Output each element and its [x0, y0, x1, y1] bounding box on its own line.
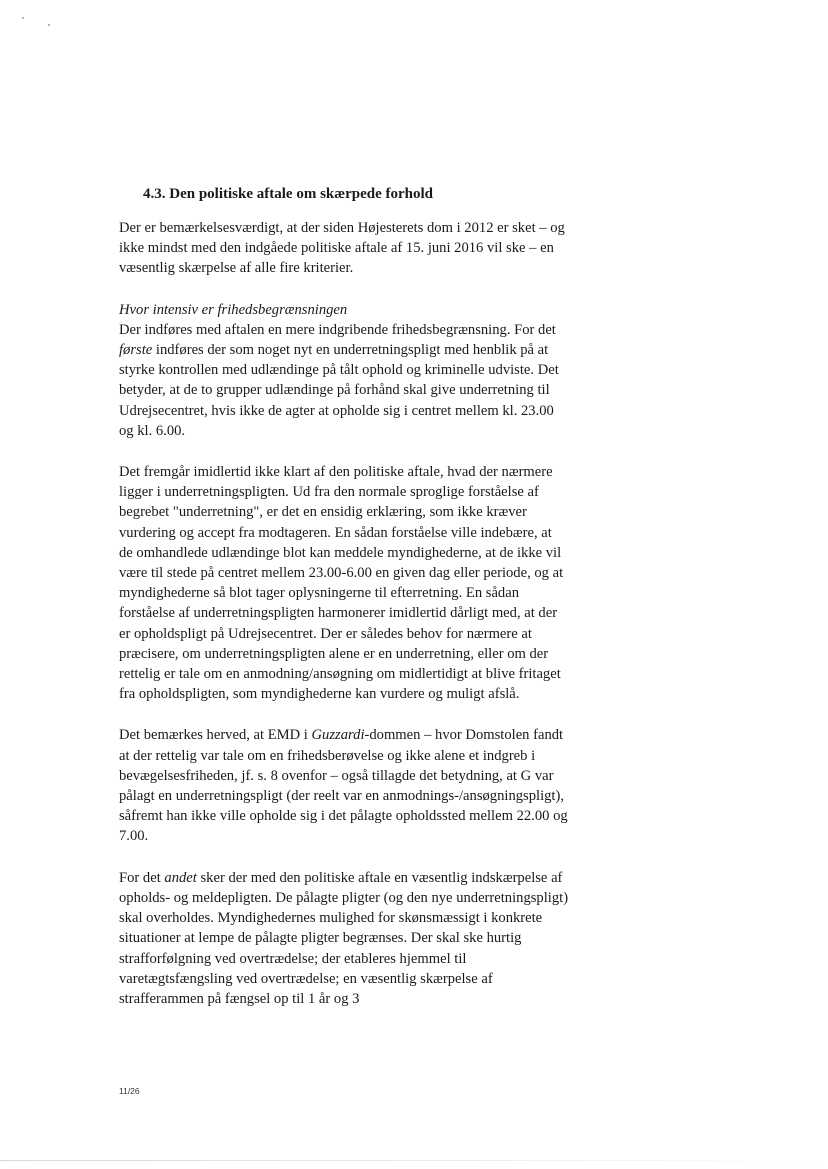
paragraph-andet — [119, 868, 569, 1009]
paragraph-text: For det — [119, 869, 165, 886]
emphasis-text: første — [119, 342, 153, 359]
page-number: 11/26 — [119, 1086, 140, 1096]
paragraph-text: indføres der som noget nyt en underretningspligt med henblik på at styrke kontrollen med udlændinge på tålt ophold og kriminelle udviste. Det betyder, at de to grupper udlændinge på forhånd skal give underretning til Udrejsecentret, hvis ikke de agter at opholde sig i centret mellem kl. 23.00 og kl. 6.00. — [119, 342, 559, 439]
paragraph-text: sker der med den politiske aftale en væsentlig indskærpelse af opholds- og meldepligten. De pålagte pligter (og den nye underretningspligt) skal overholdes. Myndighedernes mulighed for skønsmæssigt i konkrete situationer at lempe de pålagte pligter begrænses. Der skal ske hurtig strafforfølgning ved overtrædelse; der etableres hjemmel til varetægtsfængsling ved overtrædelse; en væsentlig skærpelse af strafferammen på fængsel op til 1 år og 3 — [119, 869, 569, 1007]
page-content — [119, 184, 569, 1030]
paragraph-underretning: Det fremgår imidlertid ikke klart af den politiske aftale, hvad der nærmere ligger i underretningspligten. Ud fra den normale sproglige forståelse af begrebet "underretning", er det en ensidig erklæring, som ikke kræver vurdering og accept fra modtageren. En sådan forståelse ville indebære, at de omhandlede udlændinge blot kan meddele myndighederne, at de ikke vil være til stede på centret mellem 23.00-6.00 en given dag eller periode, og at myndighederne så blot tager oplysningerne til efterretning. En sådan forståelse af underretningspligten harmonerer imidlertid dårligt med, at der er opholdspligt på Udrejsecentret. Der er således behov for nærmere at præcisere, om underretningspligten alene er en underretning, eller om der rettelig er tale om en anmodning/ansøgning om midlertidigt at blive fritaget fra opholdspligten, som myndighederne kan vurdere og muligt afslå. — [119, 464, 564, 703]
paragraph-intensity — [119, 300, 569, 441]
section-heading: 4.3. Den politiske aftale om skærpede forhold — [143, 186, 433, 202]
emphasis-text: andet — [164, 869, 197, 886]
emphasis-text: Guzzardi — [311, 727, 365, 744]
paragraph-guzzardi — [119, 725, 569, 846]
paragraph-text: -dommen – hvor Domstolen fandt at der rettelig var tale om en frihedsberøvelse og ikke alene et indgreb i bevægelsesfriheden, jf. s. 8 ovenfor – også tillagde det betydning, at G var pålagt en underretningspligt (der reelt var en anmodnings-/ansøgningspligt), såfremt han ikke ville opholde sig i det pålagte opholdssted mellem 22.00 og 7.00. — [119, 727, 568, 845]
scan-speck — [22, 17, 24, 19]
scan-speck — [48, 24, 50, 26]
subheading-intensity: Hvor intensiv er frihedsbegrænsningen — [119, 301, 348, 318]
paragraph-text: Der indføres med aftalen en mere indgribende frihedsbegrænsning. For det — [119, 321, 556, 338]
page-bottom-edge — [0, 1160, 828, 1161]
paragraph-text: Det bemærkes herved, at EMD i — [119, 727, 312, 744]
paragraph-intro: Der er bemærkelsesværdigt, at der siden Højesterets dom i 2012 er sket – og ikke mindst med den indgåede politiske aftale af 15. juni 2016 vil ske – en væsentlig skærpelse af alle fire kriterier. — [119, 220, 565, 277]
